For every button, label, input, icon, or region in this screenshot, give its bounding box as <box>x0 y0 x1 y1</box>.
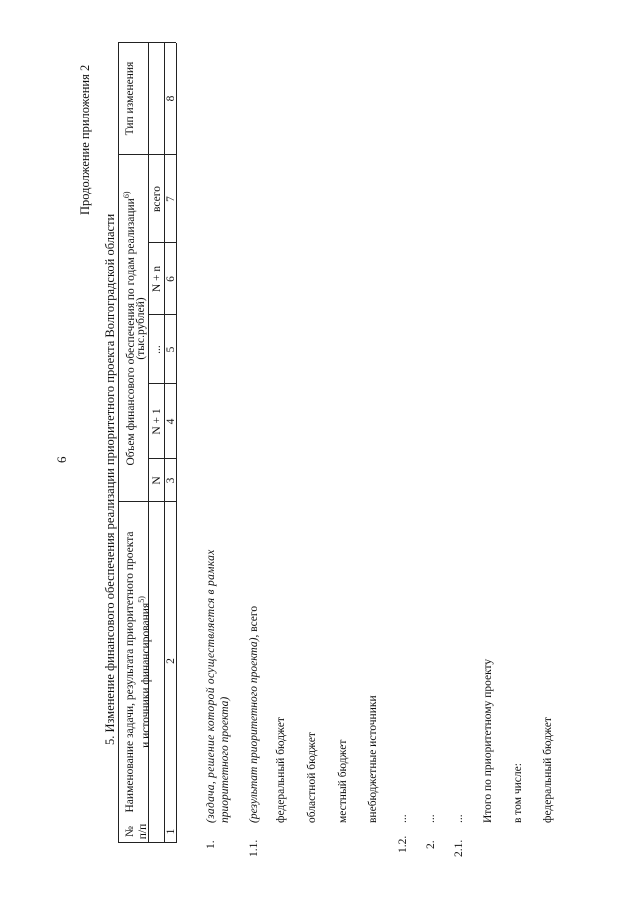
page-number: 6 <box>54 456 69 463</box>
row-total: Итого по приоритетному проекту <box>482 658 494 823</box>
colnum-3: 3 <box>165 477 177 484</box>
row-mest: местный бюджет <box>337 739 349 823</box>
year-nn: N + n <box>151 265 163 293</box>
row-11-num: 1.1. <box>248 839 260 857</box>
row-fed2: федеральный бюджет <box>542 717 554 823</box>
colnum-4: 4 <box>165 418 177 425</box>
header-volume-2: (тыс.рублей) <box>135 297 147 360</box>
row-1-num: 1. <box>205 840 217 849</box>
row-21-dots: ... <box>453 814 465 823</box>
row-11-text: (результат приоритетного проекта), всего <box>248 605 260 823</box>
continuation-label: Продолжение приложения 2 <box>78 64 92 215</box>
row-1-text-a: (задача, решение которой осуществляется в рамках <box>205 549 217 823</box>
header-name-2: и источники финансирования$^{5)}$ <box>137 596 152 748</box>
header-num-1: № <box>124 826 136 837</box>
year-n1: N + 1 <box>151 408 163 435</box>
years-divider <box>148 155 149 502</box>
row-obl: областной бюджет <box>306 732 318 823</box>
colnum-7: 7 <box>165 196 177 202</box>
header-row-divider <box>164 43 165 843</box>
year-total: всего <box>151 186 163 212</box>
colnum-1: 1 <box>165 828 177 835</box>
row-12-dots: ... <box>397 814 409 823</box>
colnum-6: 6 <box>165 276 177 282</box>
row-1-text-b: приоритетного проекта) <box>219 696 231 823</box>
header-volume-1: Объем финансового обеспечения по годам реализации$^{6)}$ <box>122 191 137 466</box>
table-border-top <box>118 43 119 843</box>
header-name-1: Наименование задачи, результата приоритетного проекта <box>124 531 136 813</box>
section-title: 5. Изменение финансового обеспечения реализации приоритетного проекта Волгоградской области <box>103 213 117 745</box>
row-incl: в том числе: <box>512 763 524 823</box>
header-type: Тип изменения <box>124 61 136 136</box>
colnum-5: 5 <box>165 346 177 353</box>
row-fed: федеральный бюджет <box>275 717 287 823</box>
row-vne: внебюджетные источники <box>367 695 379 823</box>
colnum-8: 8 <box>165 95 177 102</box>
year-dots: ... <box>151 345 163 354</box>
row-12-num: 1.2. <box>397 835 409 853</box>
colnum-2: 2 <box>165 658 177 664</box>
row-2-num: 2. <box>425 840 437 849</box>
header-num-2: п/п <box>137 823 149 840</box>
year-n: N <box>151 476 163 485</box>
row-2-dots: ... <box>425 814 437 823</box>
row-21-num: 2.1. <box>453 839 465 857</box>
